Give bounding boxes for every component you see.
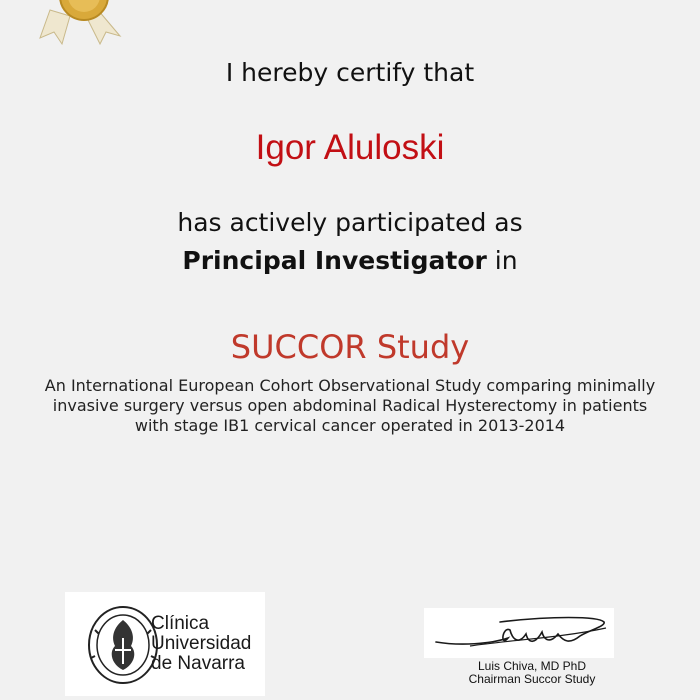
clinic-logo [65, 592, 265, 696]
description-line: invasive surgery versus open abdominal Radical Hysterectomy in patients [52, 396, 648, 415]
signer-title: Chairman Succor Study [468, 672, 596, 686]
clinic-name-line: Universidad [151, 633, 252, 654]
signer-block [420, 660, 644, 686]
recipient-name: Igor Aluloski [255, 128, 445, 167]
clinic-name-line: Clínica [151, 613, 210, 634]
certify-intro-text: I hereby certify that [225, 58, 475, 87]
role-suffix: in [494, 246, 518, 275]
description-line: with stage IB1 cervical cancer operated in 2013-2014 [134, 416, 566, 435]
participation-text: has actively participated as [177, 208, 523, 237]
study-description [0, 376, 700, 436]
role-line [0, 246, 700, 275]
study-title: SUCCOR Study [230, 328, 470, 366]
role-title: Principal Investigator [182, 246, 487, 275]
clinic-name [151, 614, 251, 674]
medal-ribbon-icon [36, 0, 128, 46]
signer-name: Luis Chiva, MD PhD [477, 659, 587, 673]
university-seal-icon [85, 604, 161, 686]
description-line: An International European Cohort Observational Study comparing minimally [44, 376, 656, 395]
handwritten-signature [430, 608, 610, 658]
clinic-name-line: de Navarra [151, 653, 245, 674]
